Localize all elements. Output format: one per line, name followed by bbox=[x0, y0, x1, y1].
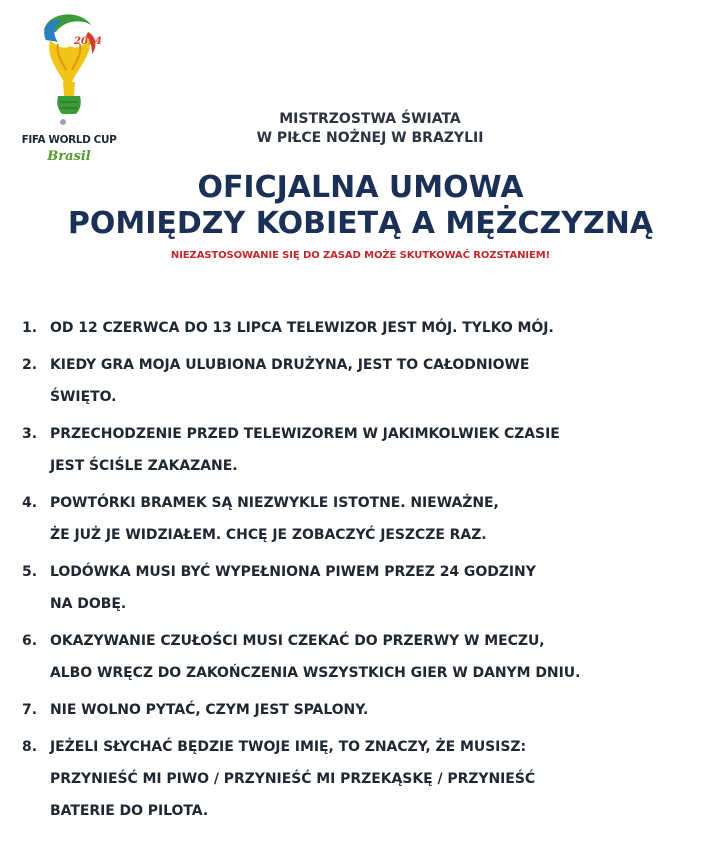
rule-line: KIEDY GRA MOJA ULUBIONA DRUŻYNA, JEST TO CAŁODNIOWE bbox=[50, 357, 530, 373]
logo-year: 2014 bbox=[74, 36, 102, 47]
rule-text bbox=[50, 556, 712, 620]
rule-line: ALBO WRĘCZ DO ZAKOŃCZENIA WSZYSTKICH GIER W DANYM DNIU. bbox=[50, 665, 581, 681]
rules-list bbox=[22, 312, 712, 832]
rule-text bbox=[50, 312, 712, 344]
list-item bbox=[22, 731, 712, 827]
rule-line: BATERIE DO PILOTA. bbox=[50, 803, 209, 819]
event-title-line-2: W PIŁCE NOŻNEJ W BRAZYLII bbox=[256, 130, 484, 146]
rule-number: 8. bbox=[22, 739, 37, 755]
rule-number: 2. bbox=[22, 357, 37, 373]
list-item bbox=[22, 312, 712, 344]
warning-subtitle: NIEZASTOSOWANIE SIĘ DO ZASAD MOŻE SKUTKOWAĆ ROZSTANIEM! bbox=[170, 250, 551, 261]
logo-wordmark: FIFA WORLD CUP bbox=[21, 134, 117, 146]
rule-line: ŻE JUŻ JE WIDZIAŁEM. CHCĘ JE ZOBACZYĆ JESZCZE RAZ. bbox=[50, 527, 487, 543]
rule-number: 3. bbox=[22, 426, 37, 442]
list-item bbox=[22, 418, 712, 482]
rule-line: OKAZYWANIE CZUŁOŚCI MUSI CZEKAĆ DO PRZERWY W MECZU, bbox=[50, 633, 545, 649]
rule-line: JEŻELI SŁYCHAĆ BĘDZIE TWOJE IMIĘ, TO ZNACZY, ŻE MUSISZ: bbox=[50, 739, 527, 755]
rule-line: PRZYNIEŚĆ MI PIWO / PRZYNIEŚĆ MI PRZEKĄSKĘ / PRZYNIEŚĆ bbox=[50, 771, 536, 787]
rule-line: PRZECHODZENIE PRZED TELEWIZOREM W JAKIMKOLWIEK CZASIE bbox=[50, 426, 560, 442]
rule-number: 5. bbox=[22, 564, 37, 580]
rule-line: NA DOBĘ. bbox=[50, 596, 127, 612]
rule-number: 6. bbox=[22, 633, 37, 649]
logo-brasil: Brasil bbox=[47, 149, 91, 164]
list-item bbox=[22, 556, 712, 620]
rule-number: 7. bbox=[22, 702, 37, 718]
rule-line: POWTÓRKI BRAMEK SĄ NIEZWYKLE ISTOTNE. NIEWAŻNE, bbox=[50, 495, 499, 511]
rule-line: JEST ŚCIŚLE ZAKAZANE. bbox=[50, 458, 238, 474]
rule-line: ŚWIĘTO. bbox=[50, 389, 117, 405]
rule-number: 1. bbox=[22, 320, 37, 336]
rule-text bbox=[50, 418, 712, 482]
rule-text bbox=[50, 694, 712, 726]
list-item bbox=[22, 694, 712, 726]
page-title-line-1: OFICJALNA UMOWA bbox=[197, 170, 524, 205]
page-title bbox=[0, 170, 721, 242]
rule-line: LODÓWKA MUSI BYĆ WYPEŁNIONA PIWEM PRZEZ 24 GODZINY bbox=[50, 564, 536, 580]
rule-line: NIE WOLNO PYTAĆ, CZYM JEST SPALONY. bbox=[50, 702, 369, 718]
list-item bbox=[22, 625, 712, 689]
rule-line: OD 12 CZERWCA DO 13 LIPCA TELEWIZOR JEST MÓJ. TYLKO MÓJ. bbox=[50, 320, 554, 336]
event-title-line-1: MISTRZOSTWA ŚWIATA bbox=[279, 111, 461, 127]
rule-text bbox=[50, 349, 712, 413]
page-title-line-2: POMIĘDZY KOBIETĄ A MĘŻCZYZNĄ bbox=[67, 206, 654, 241]
rule-text bbox=[50, 731, 712, 827]
rule-text bbox=[50, 625, 712, 689]
fifa-world-cup-logo bbox=[10, 10, 128, 170]
rule-number: 4. bbox=[22, 495, 37, 511]
list-item bbox=[22, 349, 712, 413]
event-title bbox=[180, 110, 560, 148]
list-item bbox=[22, 487, 712, 551]
trophy-emblem-icon bbox=[36, 10, 102, 128]
rule-text bbox=[50, 487, 712, 551]
